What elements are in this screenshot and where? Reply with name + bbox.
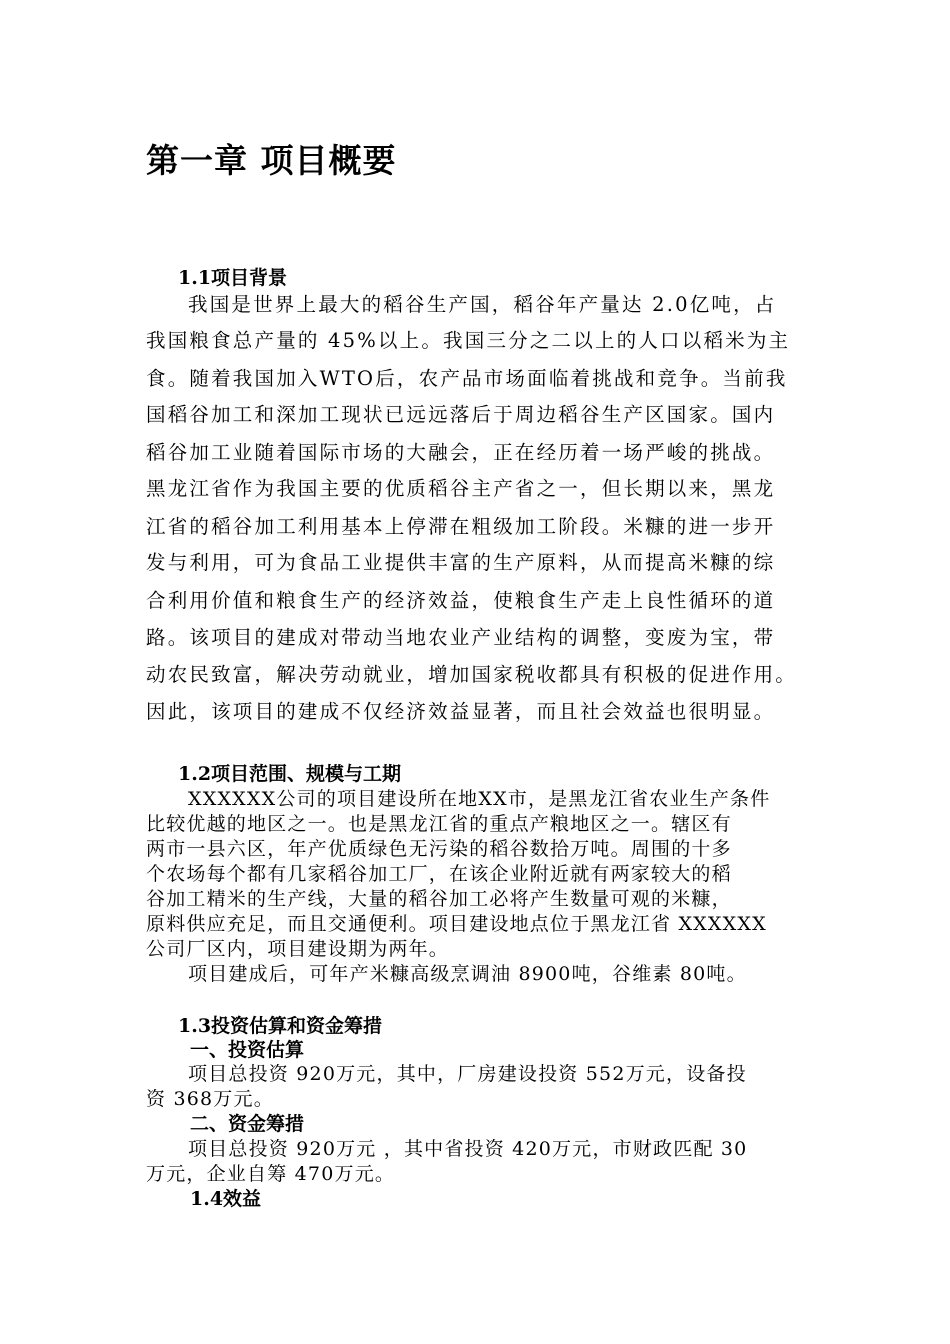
paragraph-line: 原料供应充足，而且交通便利。项目建设地点位于黑龙江省 XXXXXX [146, 913, 767, 935]
paragraph-line: 谷加工精米的生产线，大量的稻谷加工必将产生数量可观的米糠， [146, 888, 732, 910]
paragraph-line: 我国粮食总产量的 45%以上。我国三分之二以上的人口以稻米为主 [146, 329, 791, 352]
paragraph-line: 万元，企业自筹 470万元。 [146, 1163, 396, 1185]
section-heading-1-1: 1.1项目背景 [178, 267, 288, 289]
sub-heading-investment-estimate: 一、投资估算 [190, 1039, 305, 1061]
paragraph-line: 发与利用，可为食品工业提供丰富的生产原料，从而提高米糠的综 [146, 551, 776, 574]
paragraph-line: 稻谷加工业随着国际市场的大融会，正在经历着一场严峻的挑战。 [146, 441, 776, 464]
paragraph-line: 黑龙江省作为我国主要的优质稻谷主产省之一，但长期以来，黑龙 [146, 477, 776, 500]
paragraph-line: 国稻谷加工和深加工现状已远远落后于周边稻谷生产区国家。国内 [146, 403, 776, 426]
sub-heading-fund-raising: 二、资金筹措 [190, 1113, 305, 1135]
section-heading-1-4: 1.4效益 [190, 1188, 262, 1210]
paragraph-line: 公司厂区内，项目建设期为两年。 [146, 938, 450, 960]
paragraph-line: 比较优越的地区之一。也是黑龙江省的重点产粮地区之一。辖区有 [146, 813, 732, 835]
paragraph-line: 资 368万元。 [146, 1088, 274, 1110]
paragraph-line: 江省的稻谷加工利用基本上停滞在粗级加工阶段。米糠的进一步开 [146, 515, 776, 538]
paragraph-line: 项目建成后，可年产米糠高级烹调油 8900吨，谷维素 80吨。 [188, 963, 747, 985]
paragraph-line: 两市一县六区，年产优质绿色无污染的稻谷数拾万吨。周围的十多 [146, 838, 732, 860]
paragraph-line: 动农民致富，解决劳动就业，增加国家税收都具有积极的促进作用。 [146, 663, 798, 686]
paragraph-line: 项目总投资 920万元，其中，厂房建设投资 552万元，设备投 [188, 1063, 747, 1085]
paragraph-line: 因此，该项目的建成不仅经济效益显著，而且社会效益也很明显。 [146, 700, 776, 723]
paragraph-line: 食。随着我国加入WTO后，农产品市场面临着挑战和竞争。当前我 [146, 367, 788, 390]
paragraph-line: XXXXXX公司的项目建设所在地XX市，是黑龙江省农业生产条件 [188, 788, 771, 810]
paragraph-line: 路。该项目的建成对带动当地农业产业结构的调整，变废为宝，带 [146, 626, 776, 649]
paragraph-line: 我国是世界上最大的稻谷生产国，稻谷年产量达 2.0亿吨，占 [188, 293, 777, 316]
section-heading-1-2: 1.2项目范围、规模与工期 [178, 763, 402, 785]
paragraph-line: 个农场每个都有几家稻谷加工厂，在该企业附近就有两家较大的稻 [146, 863, 732, 885]
paragraph-line: 合利用价值和粮食生产的经济效益，使粮食生产走上良性循环的道 [146, 589, 776, 612]
paragraph-line: 项目总投资 920万元 ，其中省投资 420万元，市财政匹配 30 [188, 1138, 748, 1160]
chapter-title: 第一章 项目概要 [146, 141, 397, 180]
section-heading-1-3: 1.3投资估算和资金筹措 [178, 1015, 383, 1037]
